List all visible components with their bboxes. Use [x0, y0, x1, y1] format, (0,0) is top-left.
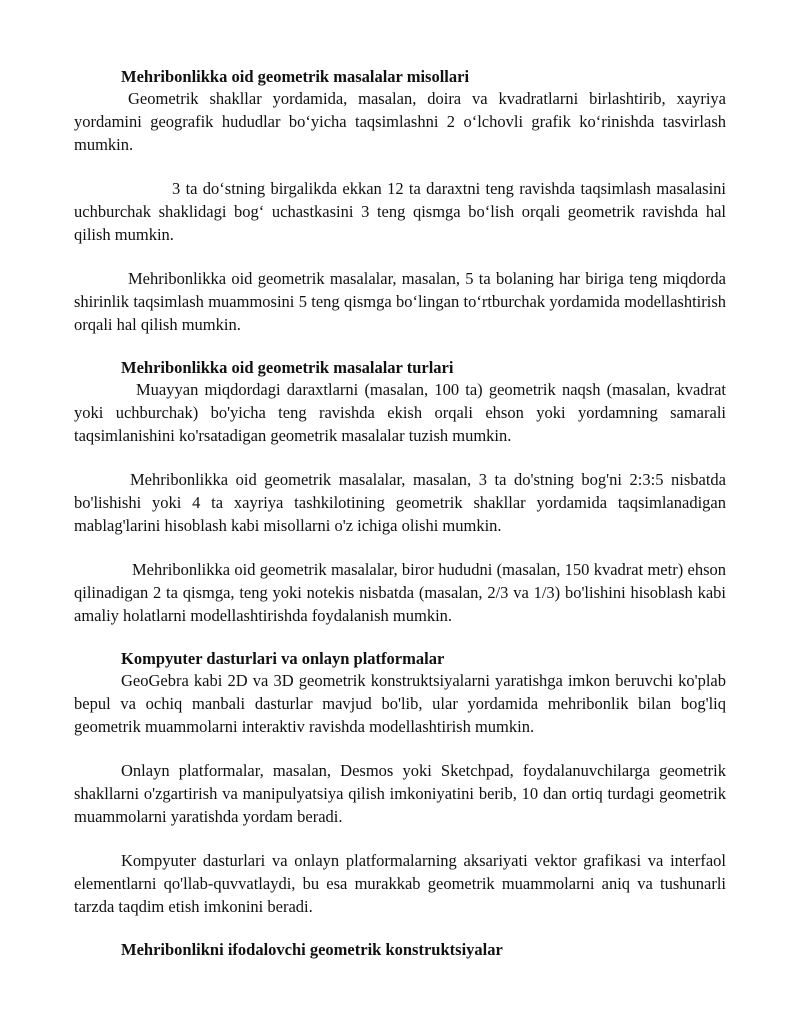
paragraph: 3 ta do‘stning birgalikda ekkan 12 ta daraxtni teng ravishda taqsimlash masalasini uchburchak shaklidagi bog‘ uchastkasini 3 teng qismga bo‘lish orqali geometrik ravishda hal qilish mumkin.	[74, 179, 726, 244]
section-heading: Mehribonlikka oid geometrik masalalar misollari	[121, 67, 470, 86]
paragraph: Kompyuter dasturlari va onlayn platformalarning aksariyati vektor grafikasi va interfaol elementlarni qo'llab-quvvatlaydi, bu esa murakkab geometrik muammolarni aniq va tushunarli tarzda taqdim etish imkonini beradi.	[74, 851, 726, 916]
section-heading: Mehribonlikni ifodalovchi geometrik konstruktsiyalar	[121, 940, 503, 959]
section-heading: Kompyuter dasturlari va onlayn platformalar	[121, 649, 445, 668]
paragraph: Mehribonlikka oid geometrik masalalar, masalan, 5 ta bolaning har biriga teng miqdorda shirinlik taqsimlash muammosini 5 teng qismga bo‘lingan to‘rtburchak yordamida modellashtirish orqali hal qilish mumkin.	[74, 269, 726, 334]
section-heading: Mehribonlikka oid geometrik masalalar turlari	[121, 358, 454, 377]
paragraph: Mehribonlikka oid geometrik masalalar, biror hududni (masalan, 150 kvadrat metr) ehson qilinadigan 2 ta qismga, teng yoki notekis nisbatda (masalan, 2/3 va 1/3) bo'lishini hisoblash kabi amaliy holatlarni modellashtirishda foydalanish mumkin.	[74, 560, 726, 625]
paragraph: Onlayn platformalar, masalan, Desmos yoki Sketchpad, foydalanuvchilarga geometrik shakllarni o'zgartirish va manipulyatsiya qilish imkoniyatini berib, 10 dan ortiq turdagi geometrik muammolarni yaratishda yordam beradi.	[74, 761, 726, 826]
document-page	[74, 66, 726, 960]
paragraph: Mehribonlikka oid geometrik masalalar, masalan, 3 ta do'stning bog'ni 2:3:5 nisbatda bo'lishishi yoki 4 ta xayriya tashkilotining geometrik shakllar yordamida taqsimlanadigan mablag'larini hisoblash kabi misollarni o'z ichiga olishi mumkin.	[74, 470, 726, 535]
paragraph: GeoGebra kabi 2D va 3D geometrik konstruktsiyalarni yaratishga imkon beruvchi ko'plab bepul va ochiq manbali dasturlar mavjud bo'lib, ular yordamida mehribonlik bilan bog'liq geometrik muammolarni interaktiv ravishda modellashtirish mumkin.	[74, 671, 726, 736]
paragraph: Geometrik shakllar yordamida, masalan, doira va kvadratlarni birlashtirib, xayriya yordamini geografik hududlar bo‘yicha taqsimlashni 2 o‘lchovli grafik ko‘rinishda tasvirlash mumkin.	[74, 89, 726, 154]
paragraph: Muayyan miqdordagi daraxtlarni (masalan, 100 ta) geometrik naqsh (masalan, kvadrat yoki uchburchak) bo'yicha teng ravishda ekish orqali ehson yoki yordamning samarali taqsimlanishini ko'rsatadigan geometrik masalalar tuzish mumkin.	[74, 380, 726, 445]
